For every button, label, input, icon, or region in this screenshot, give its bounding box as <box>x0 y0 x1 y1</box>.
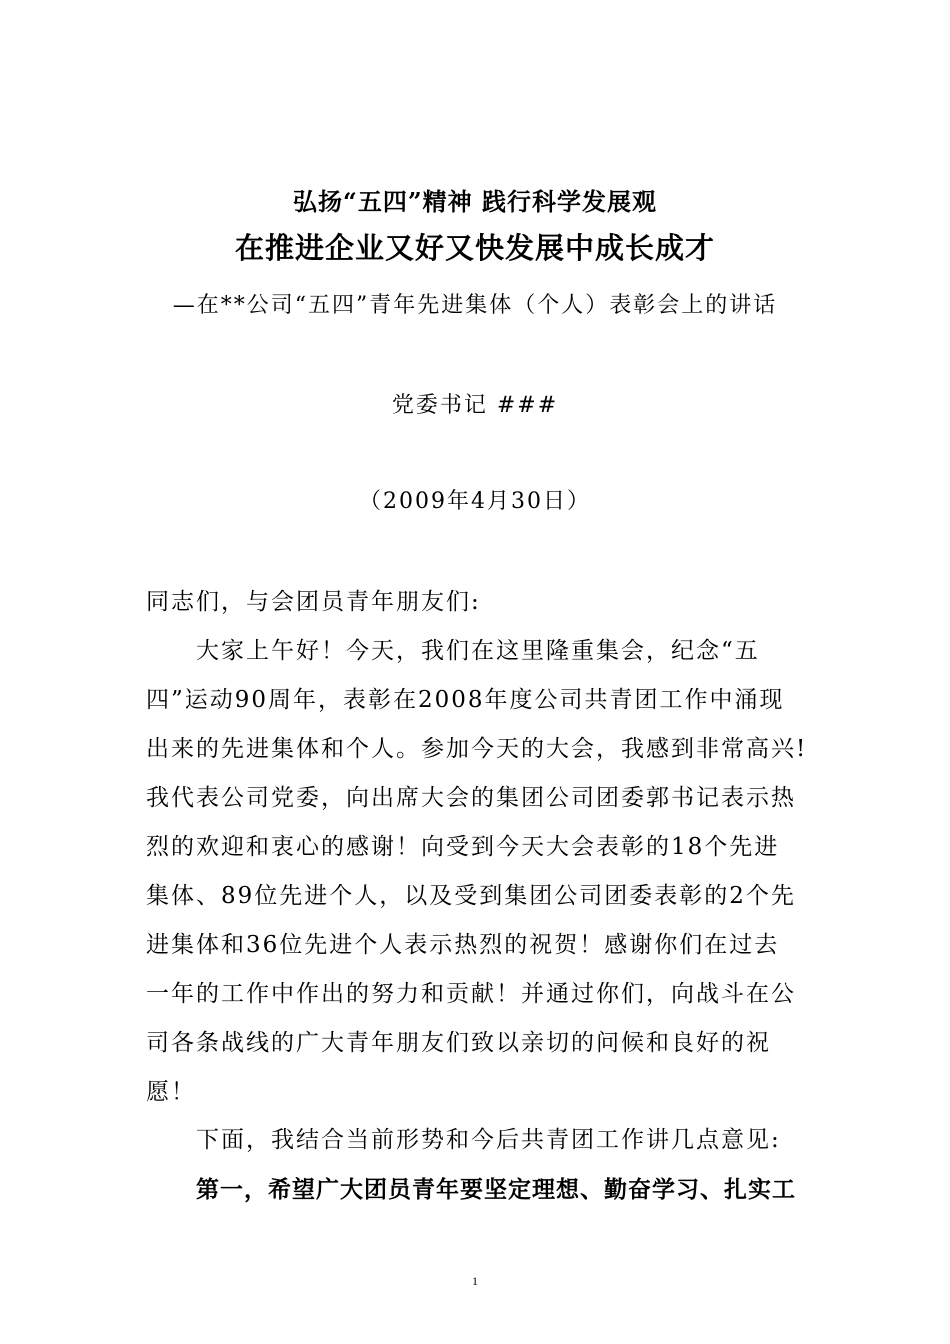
paragraph-1-line: 一年的工作中作出的努力和贡献！并通过你们，向战斗在公 <box>146 981 796 1007</box>
paragraph-3-heading: 第一，希望广大团员青年要坚定理想、勤奋学习、扎实工 <box>196 1176 796 1203</box>
paragraph-1-line: 烈的欢迎和衷心的感谢！向受到今天大会表彰的18个先进 <box>146 834 780 860</box>
author-line: 党委书记 ### <box>391 393 559 418</box>
salutation: 同志们，与会团员青年朋友们: <box>146 589 481 615</box>
paragraph-1-line: 出来的先进集体和个人。参加今天的大会，我感到非常高兴! <box>146 736 808 762</box>
title-line-1: 弘扬“五四”精神 践行科学发展观 <box>293 187 657 216</box>
paragraph-1-line: 大家上午好！今天，我们在这里隆重集会，纪念“五 <box>196 638 760 664</box>
title-line-2: 在推进企业又好又快发展中成长成才 <box>234 231 715 265</box>
date-line: （2009年4月30日） <box>359 489 591 514</box>
paragraph-2: 下面，我结合当前形势和今后共青团工作讲几点意见: <box>196 1127 781 1153</box>
paragraph-1-line: 四”运动90周年，表彰在2008年度公司共青团工作中涌现 <box>146 687 785 713</box>
paragraph-1-line: 愿！ <box>146 1079 196 1105</box>
page-number: 1 <box>472 1274 478 1288</box>
paragraph-1 <box>146 627 814 1117</box>
paragraph-1-line: 司各条战线的广大青年朋友们致以亲切的问候和良好的祝 <box>146 1030 771 1056</box>
paragraph-1-line: 进集体和36位先进个人表示热烈的祝贺！感谢你们在过去 <box>146 932 780 958</box>
paragraph-1-line: 集体、89位先进个人，以及受到集团公司团委表彰的2个先 <box>146 883 796 909</box>
subtitle: —在**公司“五四”青年先进集体（个人）表彰会上的讲话 <box>172 293 778 318</box>
paragraph-1-line: 我代表公司党委，向出席大会的集团公司团委郭书记表示热 <box>146 785 796 811</box>
